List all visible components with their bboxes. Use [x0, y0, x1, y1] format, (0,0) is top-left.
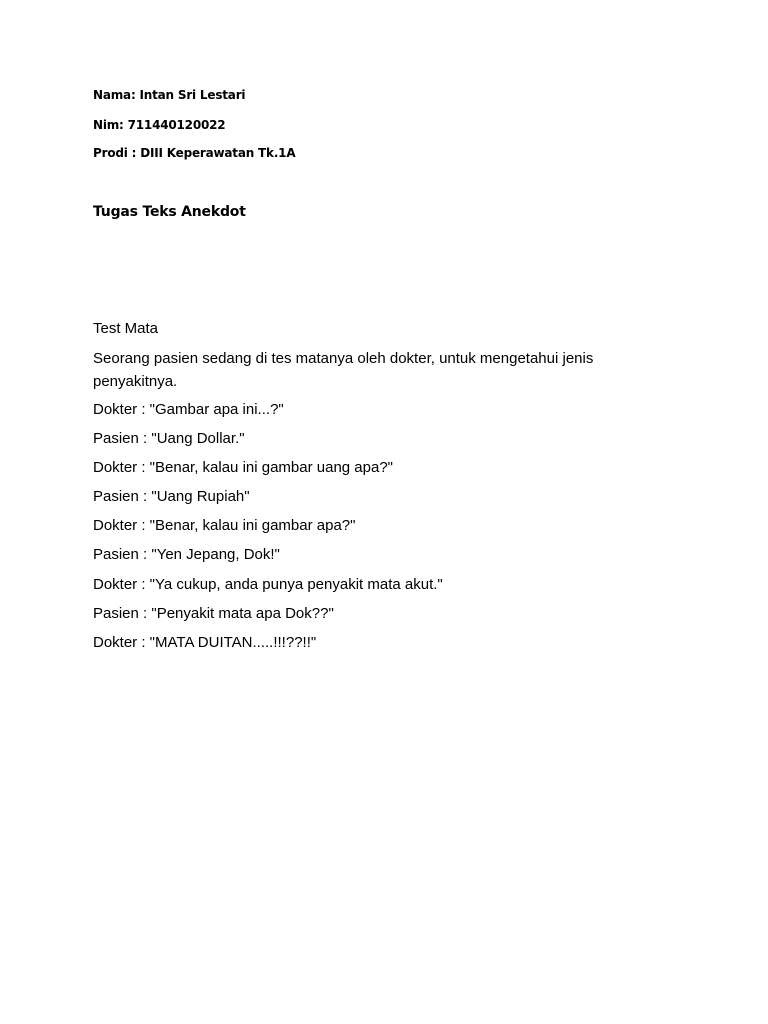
dialogue-line: Pasien : "Uang Dollar." [93, 430, 245, 447]
dialogue-line: Dokter : "Benar, kalau ini gambar uang apa?" [93, 459, 393, 476]
dialogue-line: Dokter : "Ya cukup, anda punya penyakit mata akut." [93, 576, 443, 593]
student-name: Nama: Intan Sri Lestari [93, 88, 246, 102]
dialogue-line: Dokter : "Gambar apa ini...?" [93, 401, 284, 418]
story-title: Test Mata [93, 320, 159, 337]
dialogue-line: Dokter : "Benar, kalau ini gambar apa?" [93, 517, 356, 534]
study-program: Prodi : DIII Keperawatan Tk.1A [93, 146, 296, 160]
dialogue-line: Dokter : "MATA DUITAN.....!!!??!!" [93, 634, 317, 651]
dialogue-line: Pasien : "Uang Rupiah" [93, 488, 250, 505]
student-nim: Nim: 711440120022 [93, 118, 226, 132]
story-intro: Seorang pasien sedang di tes matanya oleh dokter, untuk mengetahui jenis penyakitnya. [93, 350, 594, 390]
dialogue-line: Pasien : "Penyakit mata apa Dok??" [93, 605, 334, 622]
dialogue-line: Pasien : "Yen Jepang, Dok!" [93, 546, 280, 563]
assignment-title: Tugas Teks Anekdot [93, 204, 246, 220]
